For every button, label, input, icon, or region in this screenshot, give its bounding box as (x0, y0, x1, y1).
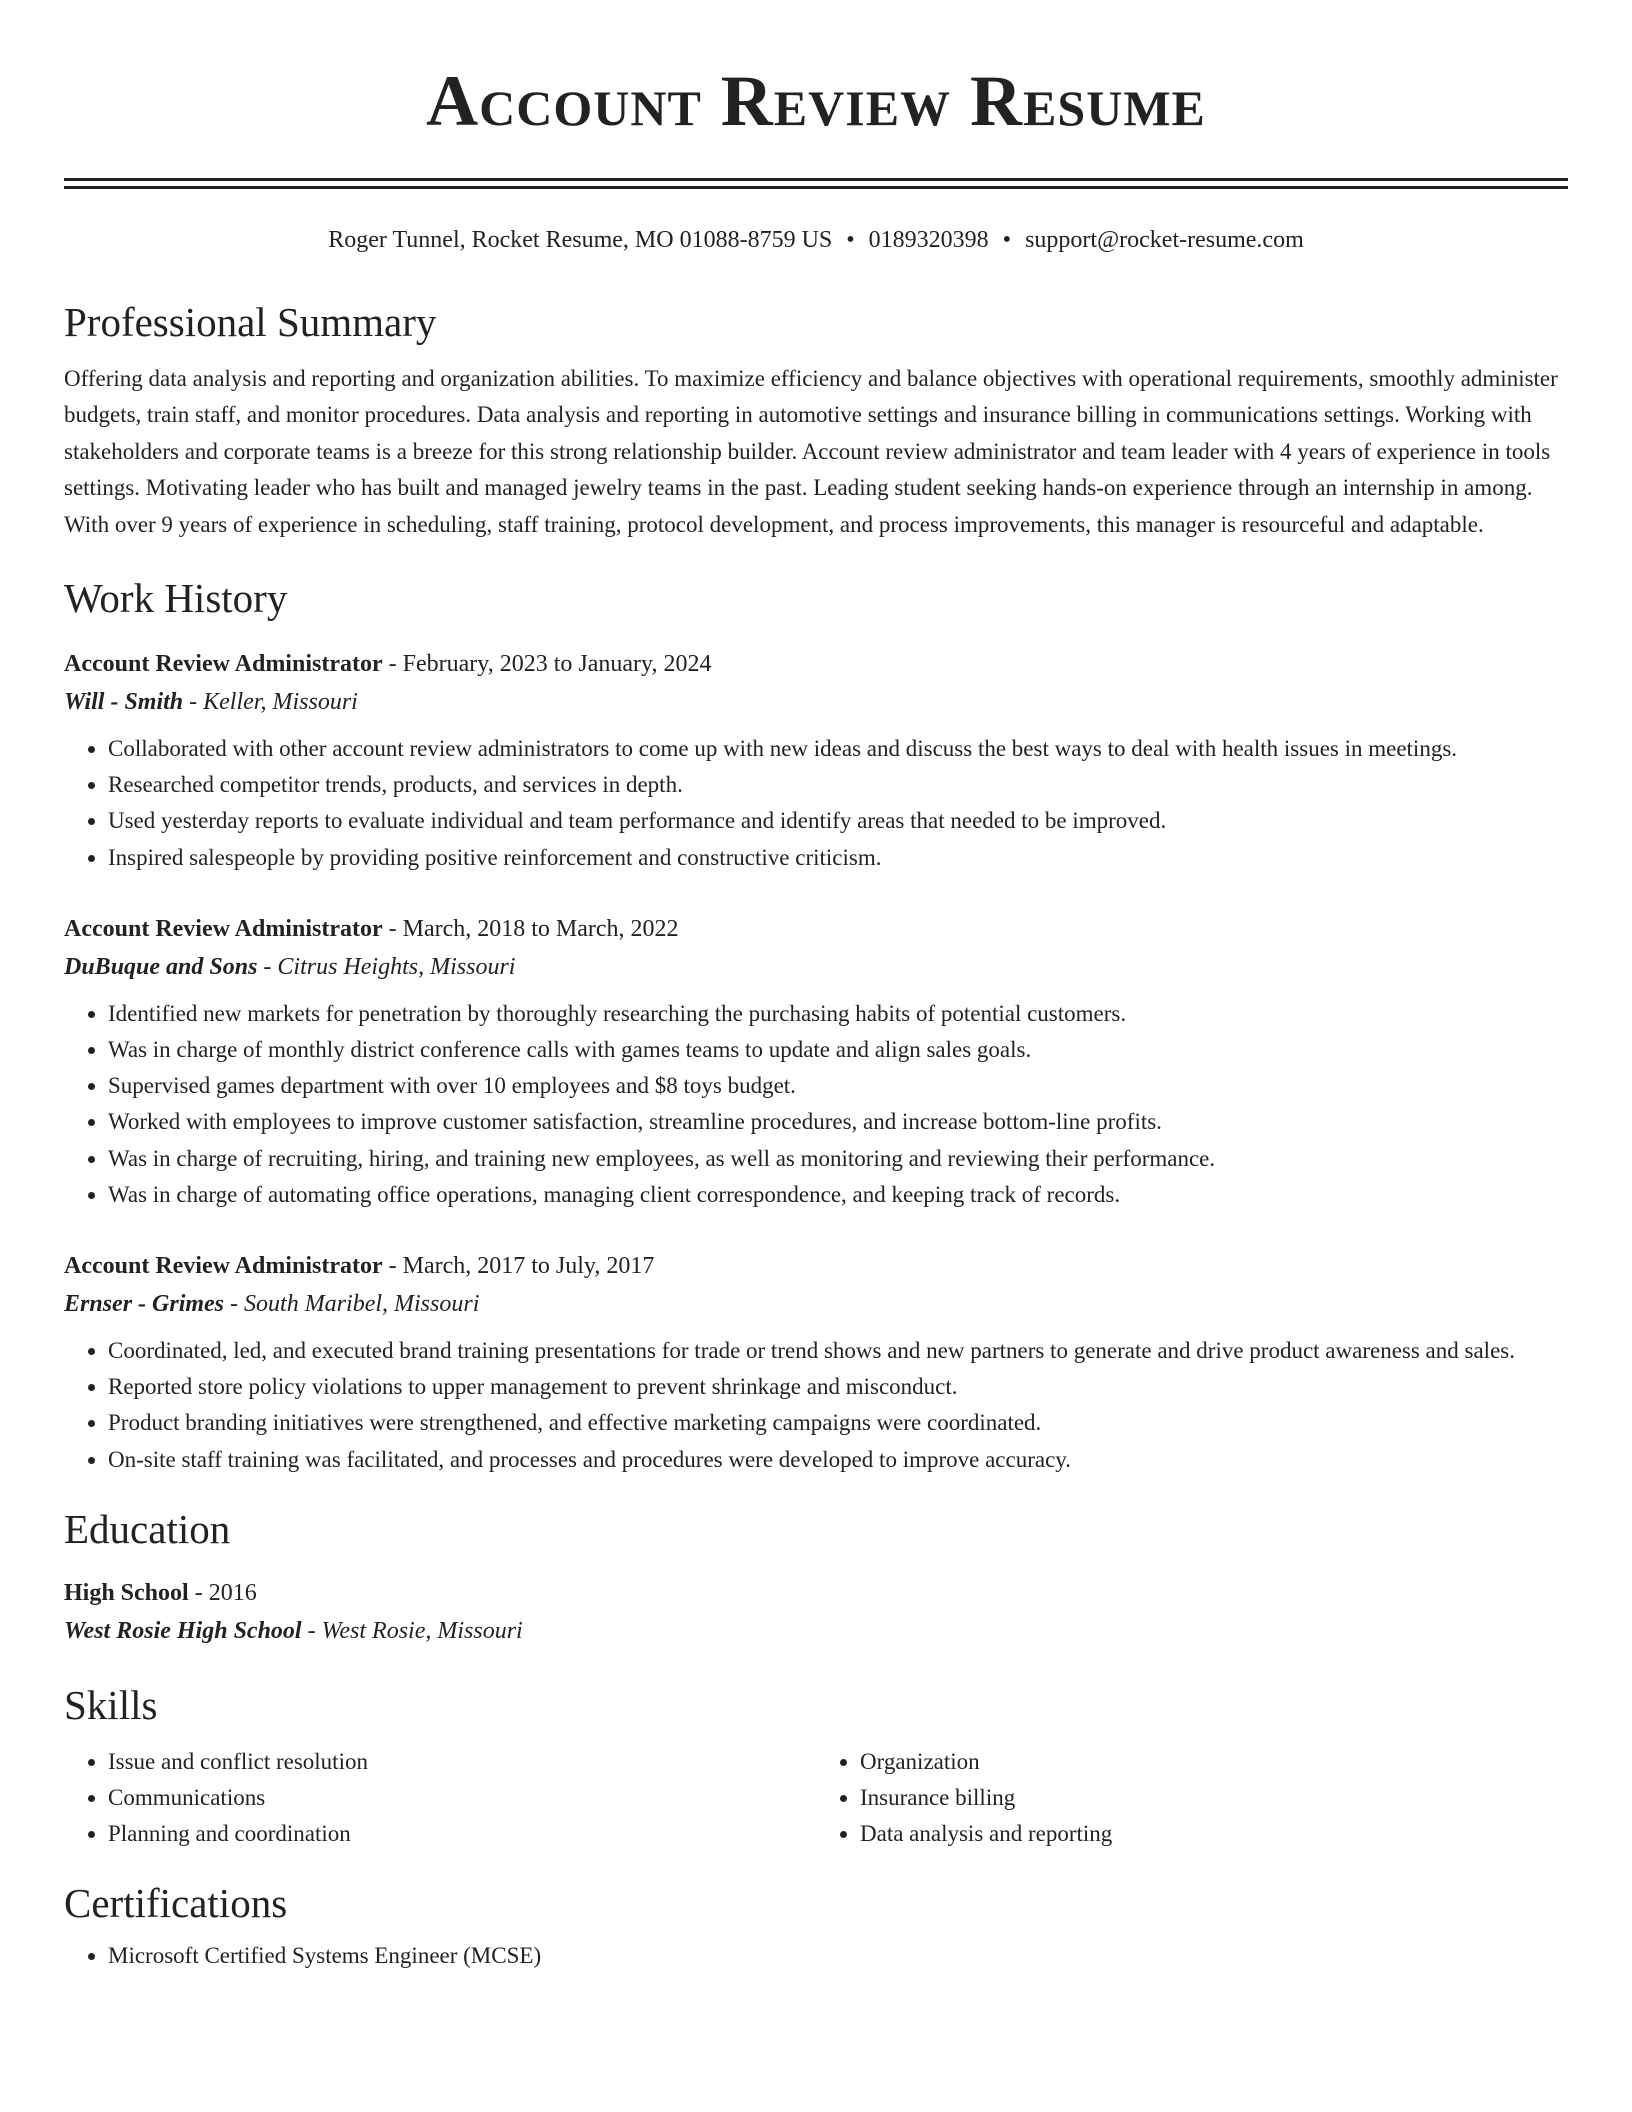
job-bullet-list (64, 731, 1568, 876)
job-bullet: • Coordinated, led, and executed brand training presentations for trade or trend shows and new partners to generate and drive product awareness and sales. (108, 1333, 1568, 1369)
education-entry (64, 1574, 1568, 1650)
job-title-line (64, 1247, 1568, 1285)
skills-column-left (64, 1744, 816, 1853)
job-dates: - March, 2018 to March, 2022 (382, 915, 679, 942)
job-bullet: • On-site staff training was facilitated, and processes and procedures were developed to improve accuracy. (108, 1442, 1568, 1478)
school-name: West Rosie High School (64, 1617, 302, 1644)
job-title: Account Review Administrator (64, 651, 383, 678)
job-bullet: • Supervised games department with over 10 employees and $8 toys budget. (108, 1068, 1568, 1104)
education-heading: Education (64, 1505, 231, 1552)
company-line (64, 683, 1568, 721)
skill-item: • Communications (108, 1780, 816, 1816)
summary-text: Offering data analysis and reporting and organization abilities. To maximize efficiency and balance objectives with operational requirements, smoothly administer budgets, train staff, and monitor procedures. Data analysis and reporting in automotive settings and insurance billing in communications settings. Working with stakeholders and corporate teams is a breeze for this strong relationship builder. Account review administrator and team leader with 4 years of experience in tools settings. Motivating leader who has built and managed jewelry teams in the past. Leading student seeking hands-on experience through an internship in among. With over 9 years of experience in scheduling, staff training, protocol development, and process improvements, this manager is resourceful and adaptable. (64, 366, 1558, 537)
company-location: - South Maribel, Missouri (224, 1291, 480, 1318)
skill-item: • Data analysis and reporting (860, 1816, 1568, 1852)
job-entry (64, 1247, 1568, 1478)
title-double-rule (64, 178, 1568, 189)
contact-line (64, 225, 1568, 255)
job-bullet: • Product branding initiatives were strengthened, and effective marketing campaigns were coordinated. (108, 1405, 1568, 1441)
job-title-line (64, 910, 1568, 948)
company-name: Ernser - Grimes (64, 1291, 225, 1318)
graduation-year: - 2016 (188, 1579, 257, 1606)
skills-heading: Skills (64, 1681, 158, 1728)
job-title: Account Review Administrator (64, 1253, 383, 1280)
company-line (64, 1285, 1568, 1323)
contact-phone: 0189320398 (868, 227, 989, 253)
job-bullet: • Was in charge of automating office operations, managing client correspondence, and keeping track of records. (108, 1177, 1568, 1213)
job-bullet: • Collaborated with other account review administrators to come up with new ideas and discuss the best ways to deal with health issues in meetings. (108, 731, 1568, 767)
job-bullet: • Worked with employees to improve customer satisfaction, streamline procedures, and increase bottom-line profits. (108, 1104, 1568, 1140)
company-line (64, 948, 1568, 986)
degree: High School (64, 1579, 189, 1606)
degree-line (64, 1574, 1568, 1612)
company-name: Will - Smith (64, 689, 184, 716)
page-title: Account Review Resume (426, 61, 1206, 141)
certifications-list (64, 1938, 1568, 1974)
job-bullet: • Inspired salespeople by providing positive reinforcement and constructive criticism. (108, 840, 1568, 876)
school-line (64, 1612, 1568, 1650)
job-bullet: • Identified new markets for penetration by thoroughly researching the purchasing habits of potential customers. (108, 996, 1568, 1032)
skill-item: • Insurance billing (860, 1780, 1568, 1816)
job-bullet: • Was in charge of recruiting, hiring, and training new employees, as well as monitoring and reviewing their performance. (108, 1141, 1568, 1177)
work-history-heading: Work History (64, 575, 288, 622)
job-dates: - February, 2023 to January, 2024 (382, 651, 712, 678)
job-dates: - March, 2017 to July, 2017 (382, 1253, 655, 1280)
job-bullet: • Was in charge of monthly district conference calls with games teams to update and align sales goals. (108, 1032, 1568, 1068)
job-bullet-list (64, 996, 1568, 1213)
certification-item: • Microsoft Certified Systems Engineer (MCSE) (108, 1938, 1568, 1974)
job-title-line (64, 645, 1568, 683)
job-bullet: • Reported store policy violations to upper management to prevent shrinkage and misconduct. (108, 1369, 1568, 1405)
company-name: DuBuque and Sons (64, 953, 258, 980)
contact-separator: • (846, 227, 855, 253)
job-bullet-list (64, 1333, 1568, 1478)
company-location: - Keller, Missouri (183, 689, 358, 716)
job-entry (64, 910, 1568, 1213)
skills-grid (64, 1744, 1568, 1853)
certifications-heading: Certifications (64, 1880, 288, 1927)
job-title: Account Review Administrator (64, 915, 383, 942)
job-bullet: • Researched competitor trends, products, and services in depth. (108, 767, 1568, 803)
skill-item: • Planning and coordination (108, 1816, 816, 1852)
contact-address: Roger Tunnel, Rocket Resume, MO 01088-8759 US (328, 227, 833, 253)
school-location: - West Rosie, Missouri (301, 1617, 523, 1644)
contact-separator: • (1002, 227, 1012, 253)
job-bullet: • Used yesterday reports to evaluate individual and team performance and identify areas that needed to be improved. (108, 803, 1568, 839)
skills-column-right (816, 1744, 1568, 1853)
contact-email: support@rocket-resume.com (1025, 227, 1304, 253)
job-entry (64, 645, 1568, 876)
company-location: - Citrus Heights, Missouri (257, 953, 516, 980)
skill-item: • Issue and conflict resolution (108, 1744, 816, 1780)
summary-heading: Professional Summary (64, 299, 437, 345)
skill-item: • Organization (860, 1744, 1568, 1780)
